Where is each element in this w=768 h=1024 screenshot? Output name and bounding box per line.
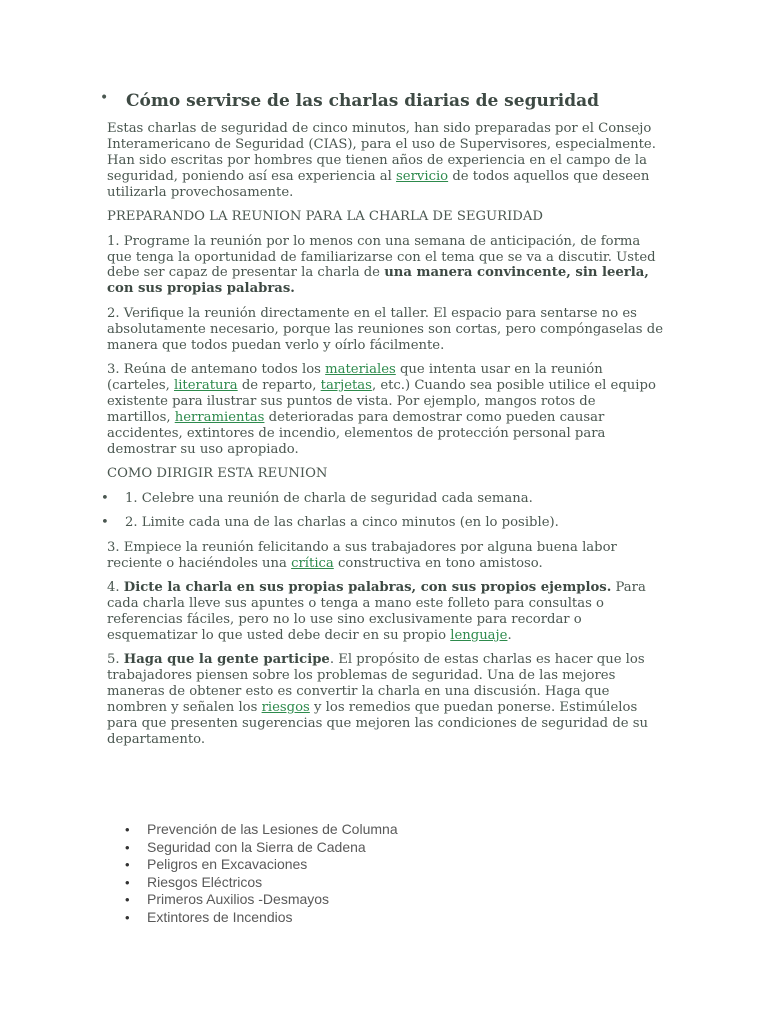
- step-6-text-end: y los remedios que puedan ponerse. Estimúlelos para que presenten sugerencias que mejoren las condiciones de seguridad de su departamento.: [107, 700, 649, 747]
- step-1-bold: una manera convincente, sin leerla, con sus propias palabras.: [107, 265, 649, 297]
- step-4-text: 3. Empiece la reunión felicitando a sus trabajadores por alguna buena labor reciente o haciéndoles una: [107, 539, 617, 571]
- list-item[interactable]: [125, 909, 398, 927]
- step-6-text: . El propósito de estas charlas es hacer que los trabajadores piensen sobre los problemas de seguridad. Una de las mejores maneras de obtener esto es convertir la charla en una discusión. Haga que nombren y señalen los: [107, 652, 645, 716]
- bullet-icon: •: [125, 857, 130, 873]
- list-item[interactable]: [125, 839, 398, 857]
- step-6-paragraph: [107, 652, 663, 747]
- list-item[interactable]: [125, 856, 398, 874]
- step-5-text-end: .: [507, 627, 512, 643]
- step-5-bold: Dicte la charla en sus propias palabras, con sus propios ejemplos.: [123, 580, 612, 596]
- intro-text-end: de todos aquellos que deseen utilizarla provechosamente.: [107, 168, 650, 200]
- list-item[interactable]: [125, 891, 398, 909]
- step-6-number: 5.: [107, 652, 124, 668]
- step-3-text: , etc.) Cuando sea posible utilice el equipo existente para ilustrar sus puntos de vista. Por ejemplo, mangos rotos de martillos,: [107, 378, 656, 425]
- related-links-list: [125, 821, 398, 927]
- section-heading-dirigir: COMO DIRIGIR ESTA REUNION: [107, 466, 328, 482]
- intro-text: Estas charlas de seguridad de cinco minutos, han sido preparadas por el Consejo Interamericano de Seguridad (CIAS), para el uso de Supervisores, especialmente. Han sido escritas por hombres que tienen años de experiencia en el campo de la seguridad, poniendo así esa experiencia al: [107, 121, 656, 184]
- list-item: [101, 490, 663, 507]
- step-4-text-end: constructiva en tono amistoso.: [333, 555, 543, 571]
- step-6-bold: Haga que la gente participe: [123, 652, 330, 668]
- list-item-text: 1. Celebre una reunión de charla de seguridad cada semana.: [125, 490, 533, 506]
- step-3-text: deterioradas para demostrar como pueden causar accidentes, extintores de incendio, elementos de protección personal para demostrar su uso apropiado.: [107, 409, 606, 457]
- related-link[interactable]: Prevención de las Lesiones de Columna: [147, 821, 398, 837]
- link-materiales[interactable]: materiales: [325, 362, 396, 378]
- link-lenguaje[interactable]: lenguaje: [450, 627, 508, 643]
- bullet-icon: •: [125, 839, 130, 855]
- step-3-text: que intenta usar en la reunión (carteles,: [107, 362, 603, 394]
- bullet-icon: •: [125, 874, 130, 890]
- related-link[interactable]: Primeros Auxilios -Desmayos: [147, 891, 330, 908]
- step-3-paragraph: [107, 362, 663, 457]
- related-link[interactable]: Seguridad con la Sierra de Cadena: [147, 838, 366, 855]
- link-servicio[interactable]: servicio: [396, 168, 449, 184]
- list-item[interactable]: [125, 821, 398, 839]
- bullet-icon: •: [101, 490, 109, 506]
- bullet-icon: •: [125, 909, 130, 925]
- list-item-text: 2. Limite cada una de las charlas a cinco minutos (en lo posible).: [125, 515, 559, 531]
- step-3-text: de reparto,: [237, 378, 321, 394]
- step-5-text: Para cada charla lleve sus apuntes o tenga a mano este folleto para consultas o referencias fáciles, pero no lo use sino exclusivamente para recordar o esquematizar lo que usted debe decir en su propio: [107, 580, 646, 643]
- bullet-icon: •: [125, 822, 130, 837]
- article-body: [101, 121, 663, 756]
- list-item[interactable]: [125, 874, 398, 892]
- step-4-paragraph: [107, 540, 663, 572]
- link-tarjetas[interactable]: tarjetas: [320, 378, 372, 394]
- related-link[interactable]: Peligros en Excavaciones: [147, 856, 308, 873]
- step-5-number: 4.: [107, 580, 124, 596]
- link-riesgos[interactable]: riesgos: [261, 700, 310, 716]
- list-item: [101, 515, 663, 531]
- step-1-text: 1. Programe la reunión por lo menos con una semana de anticipación, de forma que tenga la oportunidad de familiarizarse con el tema que se va a discutir. Usted debe ser capaz de presentar la charla de: [107, 233, 656, 281]
- link-literatura[interactable]: literatura: [173, 378, 238, 394]
- page-title: Cómo servirse de las charlas diarias de seguridad: [126, 91, 600, 111]
- related-link[interactable]: Extintores de Incendios: [147, 908, 293, 925]
- step-1-paragraph: [107, 234, 663, 298]
- bullet-icon: •: [100, 90, 109, 106]
- step-3-text: 3. Reúna de antemano todos los: [107, 362, 326, 378]
- section-heading-preparando: PREPARANDO LA REUNION PARA LA CHARLA DE SEGURIDAD: [107, 209, 543, 225]
- bullet-icon: •: [125, 892, 130, 908]
- bullet-icon: •: [101, 515, 109, 531]
- step-5-paragraph: [107, 580, 663, 644]
- link-critica[interactable]: crítica: [291, 555, 334, 571]
- step-2-paragraph: 2. Verifique la reunión directamente en el taller. El espacio para sentarse no es absolutamente necesario, porque las reuniones son cortas, pero compóngaselas de manera que todos puedan verlo y oírlo fácilmente.: [107, 305, 663, 353]
- related-link[interactable]: Riesgos Eléctricos: [147, 873, 263, 890]
- intro-paragraph: [107, 121, 663, 201]
- link-herramientas[interactable]: herramientas: [174, 409, 265, 425]
